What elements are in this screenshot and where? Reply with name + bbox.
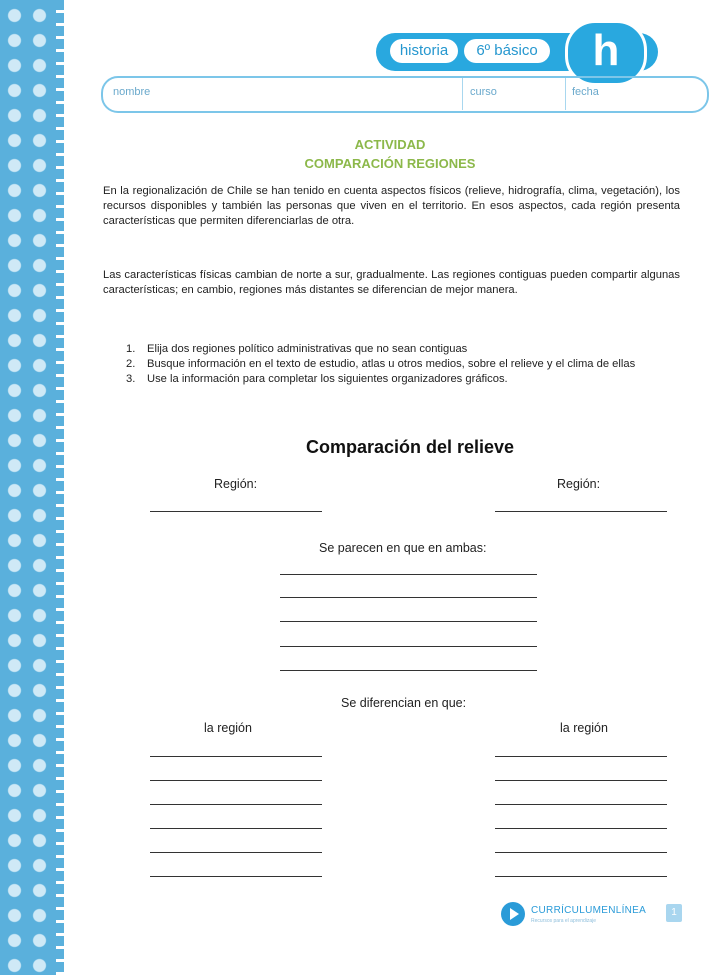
info-divider	[565, 78, 566, 110]
answer-line[interactable]	[280, 646, 537, 647]
answer-line[interactable]	[150, 828, 322, 829]
course-field-label: curso	[470, 86, 497, 98]
sidebar-edge	[56, 0, 64, 975]
answer-line[interactable]	[495, 804, 667, 805]
decorative-sidebar	[0, 0, 64, 975]
intro-paragraph: En la regionalización de Chile se han tenido en cuenta aspectos físicos (relieve, hidrografía, clima, vegetación), los recursos disponibles y también las personas que viven en el territorio. En esos aspectos, cada región presenta características que permiten diferenciarlas de otra.	[103, 185, 680, 227]
list-item	[126, 357, 680, 372]
activity-label: ACTIVIDAD	[354, 137, 426, 152]
answer-line[interactable]	[150, 780, 322, 781]
info-divider	[462, 78, 463, 110]
similarities-label: Se parecen en que en ambas:	[319, 541, 487, 555]
instruction-list	[126, 342, 680, 387]
la-region-left-label: la región	[204, 721, 252, 735]
answer-line[interactable]	[495, 828, 667, 829]
name-field-label: nombre	[113, 86, 151, 98]
logo-h-icon: h	[565, 20, 647, 86]
la-region-right-label: la región	[560, 721, 608, 735]
activity-title: COMPARACIÓN REGIONES	[304, 156, 476, 171]
region-right-label: Región:	[557, 477, 601, 491]
answer-line[interactable]	[150, 876, 322, 877]
list-item	[126, 342, 680, 357]
step-text: Use la información para completar los siguientes organizadores gráficos.	[147, 373, 508, 385]
grade-pill: 6º básico	[464, 39, 550, 63]
page-number: 1	[666, 904, 682, 922]
answer-line[interactable]	[280, 574, 537, 575]
organizer-title: Comparación del relieve	[305, 437, 515, 457]
brand-tagline: Recursos para el aprendizaje	[531, 918, 597, 924]
answer-line[interactable]	[495, 780, 667, 781]
answer-line[interactable]	[150, 756, 322, 757]
answer-line[interactable]	[495, 876, 667, 877]
list-item	[126, 372, 680, 387]
step-number: 2.	[126, 358, 136, 370]
answer-line[interactable]	[280, 597, 537, 598]
step-number: 3.	[126, 373, 136, 385]
intro-paragraph: Las características físicas cambian de norte a sur, gradualmente. Las regiones contiguas pueden compartir algunas características; en cambio, regiones más distantes se diferencian de mejor manera.	[103, 269, 680, 296]
answer-line[interactable]	[150, 511, 322, 512]
differences-label: Se diferencian en que:	[341, 696, 467, 710]
region-left-label: Región:	[214, 477, 258, 491]
answer-line[interactable]	[280, 670, 537, 671]
answer-line[interactable]	[495, 511, 667, 512]
date-field-label: fecha	[572, 86, 599, 98]
step-number: 1.	[126, 343, 136, 355]
subject-pill: historia	[390, 39, 458, 63]
answer-line[interactable]	[495, 756, 667, 757]
answer-line[interactable]	[150, 852, 322, 853]
answer-line[interactable]	[150, 804, 322, 805]
answer-line[interactable]	[495, 852, 667, 853]
step-text: Elija dos regiones político administrativas que no sean contiguas	[147, 343, 468, 355]
answer-line[interactable]	[280, 621, 537, 622]
brand-name: CURRÍCULUMENLÍNEA	[531, 905, 647, 916]
student-info-bar	[101, 76, 709, 113]
play-triangle-icon	[510, 908, 519, 920]
step-text: Busque información en el texto de estudio, atlas u otros medios, sobre el relieve y el clima de ellas	[147, 358, 636, 370]
